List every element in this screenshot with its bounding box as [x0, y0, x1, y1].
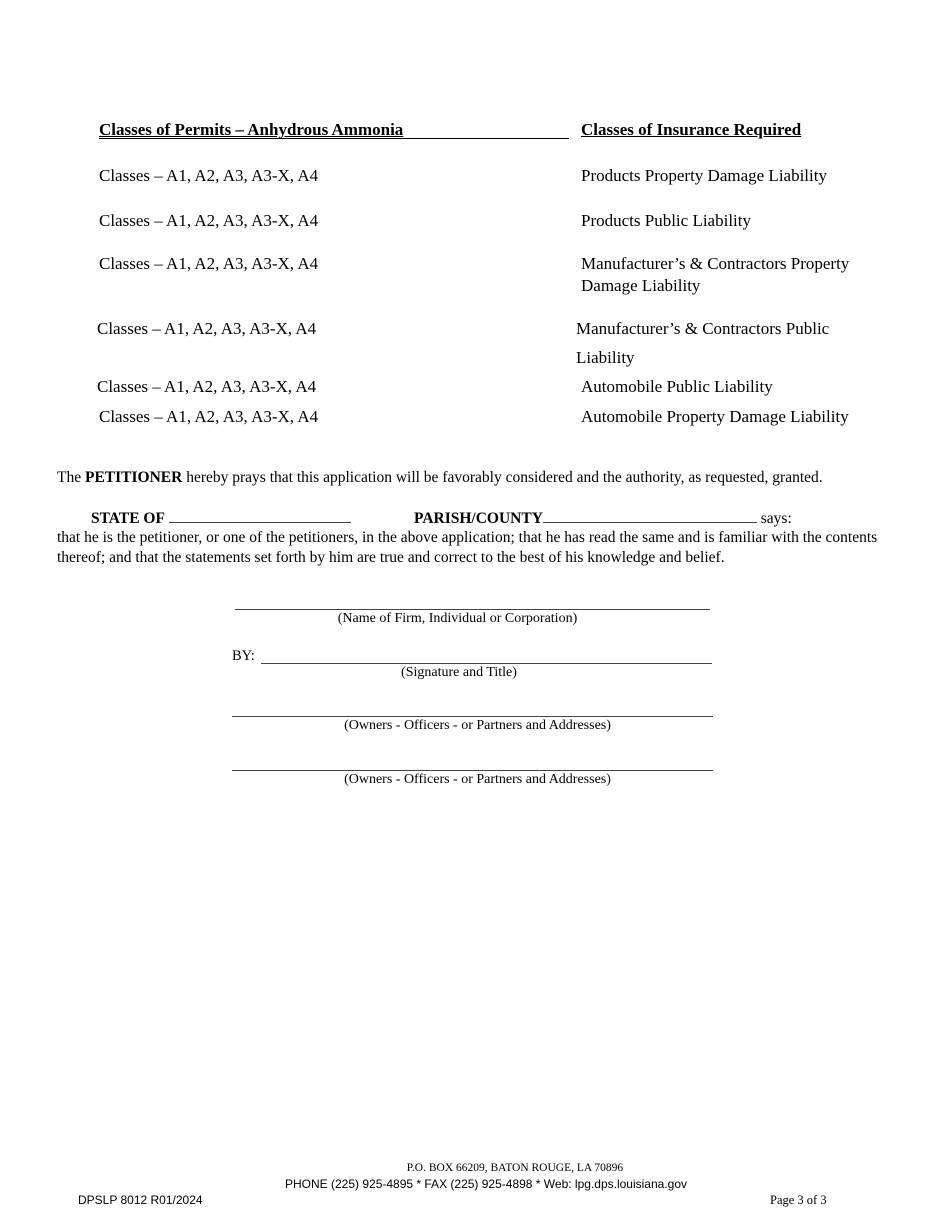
state-blank[interactable]: [169, 508, 351, 523]
header-underline: [99, 138, 569, 139]
insurance-cell: Automobile Property Damage Liability: [581, 407, 849, 426]
firm-name-line[interactable]: [235, 609, 710, 610]
permit-classes-cell: Classes – A1, A2, A3, A3-X, A4: [99, 166, 319, 185]
owners-label-1: (Owners - Officers - or Partners and Addresses): [344, 718, 611, 733]
permit-classes-cell: Classes – A1, A2, A3, A3-X, A4: [97, 377, 317, 396]
parish-county-label: PARISH/COUNTY: [414, 510, 543, 527]
footer-address: P.O. BOX 66209, BATON ROUGE, LA 70896: [406, 1162, 624, 1174]
petitioner-word: PETITIONER: [84, 469, 183, 486]
form-id: DPSLP 8012 R01/2024: [78, 1193, 203, 1207]
petition-prefix: The: [57, 469, 82, 486]
permit-classes-cell: Classes – A1, A2, A3, A3-X, A4: [99, 211, 319, 230]
insurance-cell: Automobile Public Liability: [581, 377, 773, 396]
permit-classes-cell: Classes – A1, A2, A3, A3-X, A4: [97, 319, 317, 338]
owners-label-2: (Owners - Officers - or Partners and Addresses): [344, 772, 611, 787]
permit-classes-cell: Classes – A1, A2, A3, A3-X, A4: [99, 407, 319, 426]
oath-paragraph: that he is the petitioner, or one of the petitioners, in the above application; that he has read the same and is familiar with the contents thereof; and that the statements set forth by him are true and correct to the best of his knowledge and belief.: [57, 529, 878, 566]
footer-contact: PHONE (225) 925-4895 * FAX (225) 925-4898 * Web: lpg.dps.louisiana.gov: [284, 1177, 688, 1191]
insurance-cell: Products Public Liability: [581, 211, 751, 230]
permit-classes-cell: Classes – A1, A2, A3, A3-X, A4: [99, 254, 319, 273]
signature-line[interactable]: [261, 663, 712, 664]
insurance-cell: Products Property Damage Liability: [581, 166, 827, 185]
oath-line: [91, 508, 351, 529]
insurance-classes-header: Classes of Insurance Required: [581, 120, 802, 139]
page-number: Page 3 of 3: [770, 1193, 827, 1207]
insurance-cell-continued: Damage Liability: [581, 276, 701, 295]
insurance-cell: Manufacturer’s & Contractors Property: [581, 254, 850, 273]
parish-line: [414, 508, 792, 529]
owners-line-1[interactable]: [232, 716, 713, 717]
by-label: BY:: [232, 648, 255, 664]
permit-classes-header: Classes of Permits – Anhydrous Ammonia: [99, 120, 404, 139]
signature-title-label: (Signature and Title): [401, 665, 517, 680]
petition-text: hereby prays that this application will be favorably considered and the authority, as requested, granted.: [186, 469, 823, 486]
firm-name-label: (Name of Firm, Individual or Corporation): [337, 611, 578, 626]
petition-paragraph: [57, 468, 887, 488]
owners-line-2[interactable]: [232, 770, 713, 771]
state-of-label: STATE OF: [91, 510, 165, 527]
parish-blank[interactable]: [543, 508, 757, 523]
says-label: says:: [760, 510, 792, 527]
insurance-cell-continued: Liability: [576, 348, 635, 367]
insurance-cell: Manufacturer’s & Contractors Public: [576, 319, 830, 338]
